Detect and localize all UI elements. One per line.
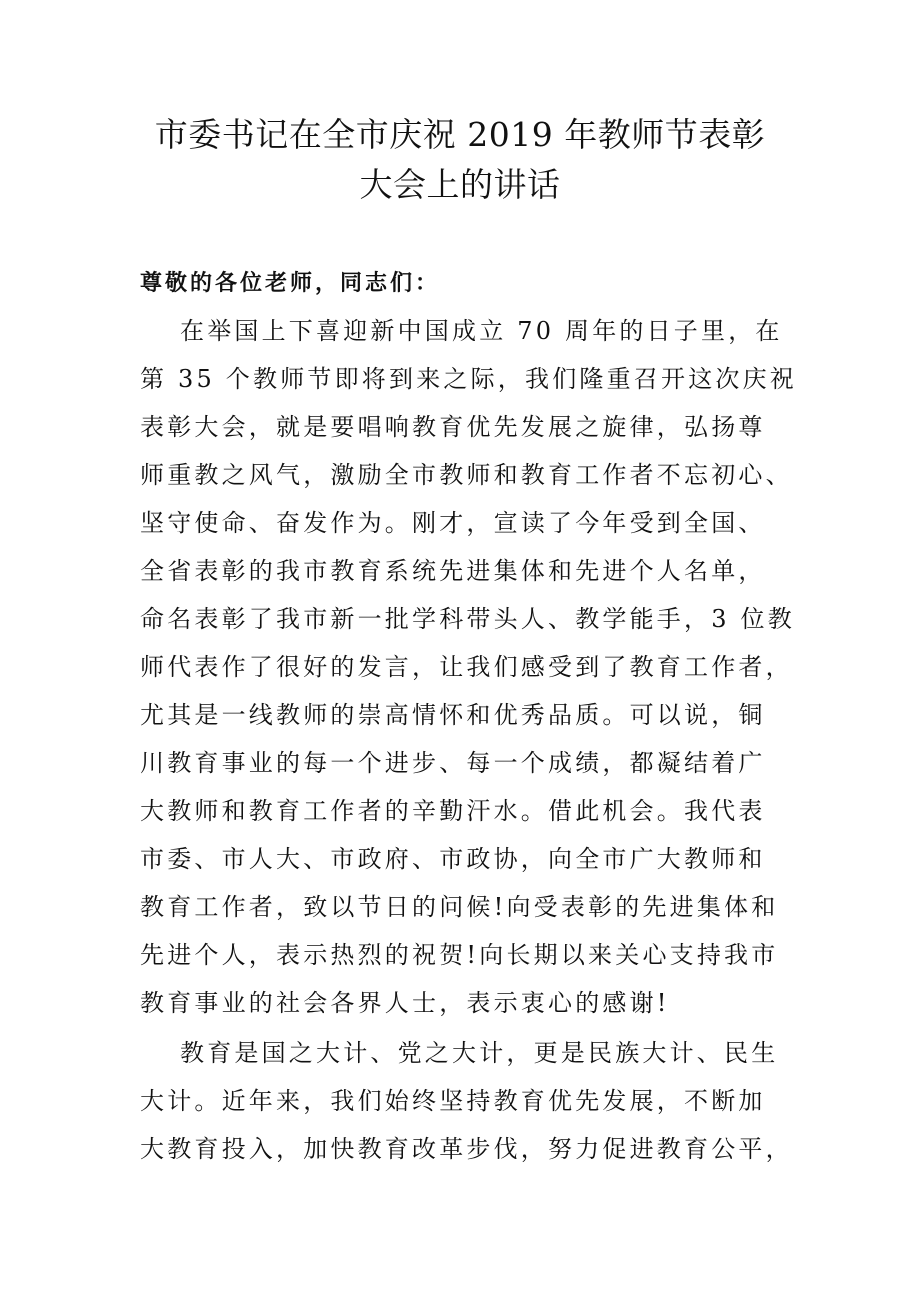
paragraph-1-line-12: 市委、市人大、市政府、市政协，向全市广大教师和 [140, 845, 766, 873]
paragraph-1-line-3: 表彰大会，就是要唱响教育优先发展之旋律，弘扬尊 [140, 413, 766, 441]
paragraph-1-line-8: 师代表作了很好的发言，让我们感受到了教育工作者， [140, 653, 793, 681]
paragraph-2-line-1: 教育是国之大计、党之大计，更是民族大计、民生 [180, 1039, 779, 1067]
paragraph-1-line-10: 川教育事业的每一个进步、每一个成绩，都凝结着广 [140, 749, 766, 777]
paragraph-2-line-2: 大计。近年来，我们始终坚持教育优先发展，不断加 [140, 1087, 766, 1115]
document-title-line-1: 市委书记在全市庆祝 2019 年教师节表彰 [154, 115, 766, 154]
document-title-line-2: 大会上的讲话 [359, 165, 561, 204]
salutation: 尊敬的各位老师，同志们： [140, 270, 441, 296]
paragraph-1-line-2: 第 35 个教师节即将到来之际，我们隆重召开这次庆祝 [140, 365, 797, 393]
paragraph-1-line-13: 教育工作者，致以节日的问候!向受表彰的先进集体和 [140, 893, 779, 921]
paragraph-1-line-5: 坚守使命、奋发作为。刚才，宣读了今年受到全国、 [140, 509, 766, 537]
paragraph-2-line-3: 大教育投入，加快教育改革步伐，努力促进教育公平， [140, 1135, 793, 1163]
paragraph-1-line-1: 在举国上下喜迎新中国成立 70 周年的日子里，在 [180, 317, 783, 345]
paragraph-1-line-11: 大教师和教育工作者的辛勤汗水。借此机会。我代表 [140, 797, 766, 825]
paragraph-1-line-14: 先进个人，表示热烈的祝贺!向长期以来关心支持我市 [140, 941, 779, 969]
paragraph-1-line-6: 全省表彰的我市教育系统先进集体和先进个人名单， [140, 557, 766, 585]
paragraph-1-line-15: 教育事业的社会各界人士，表示衷心的感谢! [140, 989, 670, 1017]
paragraph-1-line-9: 尤其是一线教师的崇高情怀和优秀品质。可以说，铜 [140, 701, 766, 729]
paragraph-1-line-7: 命名表彰了我市新一批学科带头人、教学能手，3 位教 [140, 605, 795, 633]
paragraph-1-line-4: 师重教之风气，激励全市教师和教育工作者不忘初心、 [140, 461, 793, 489]
